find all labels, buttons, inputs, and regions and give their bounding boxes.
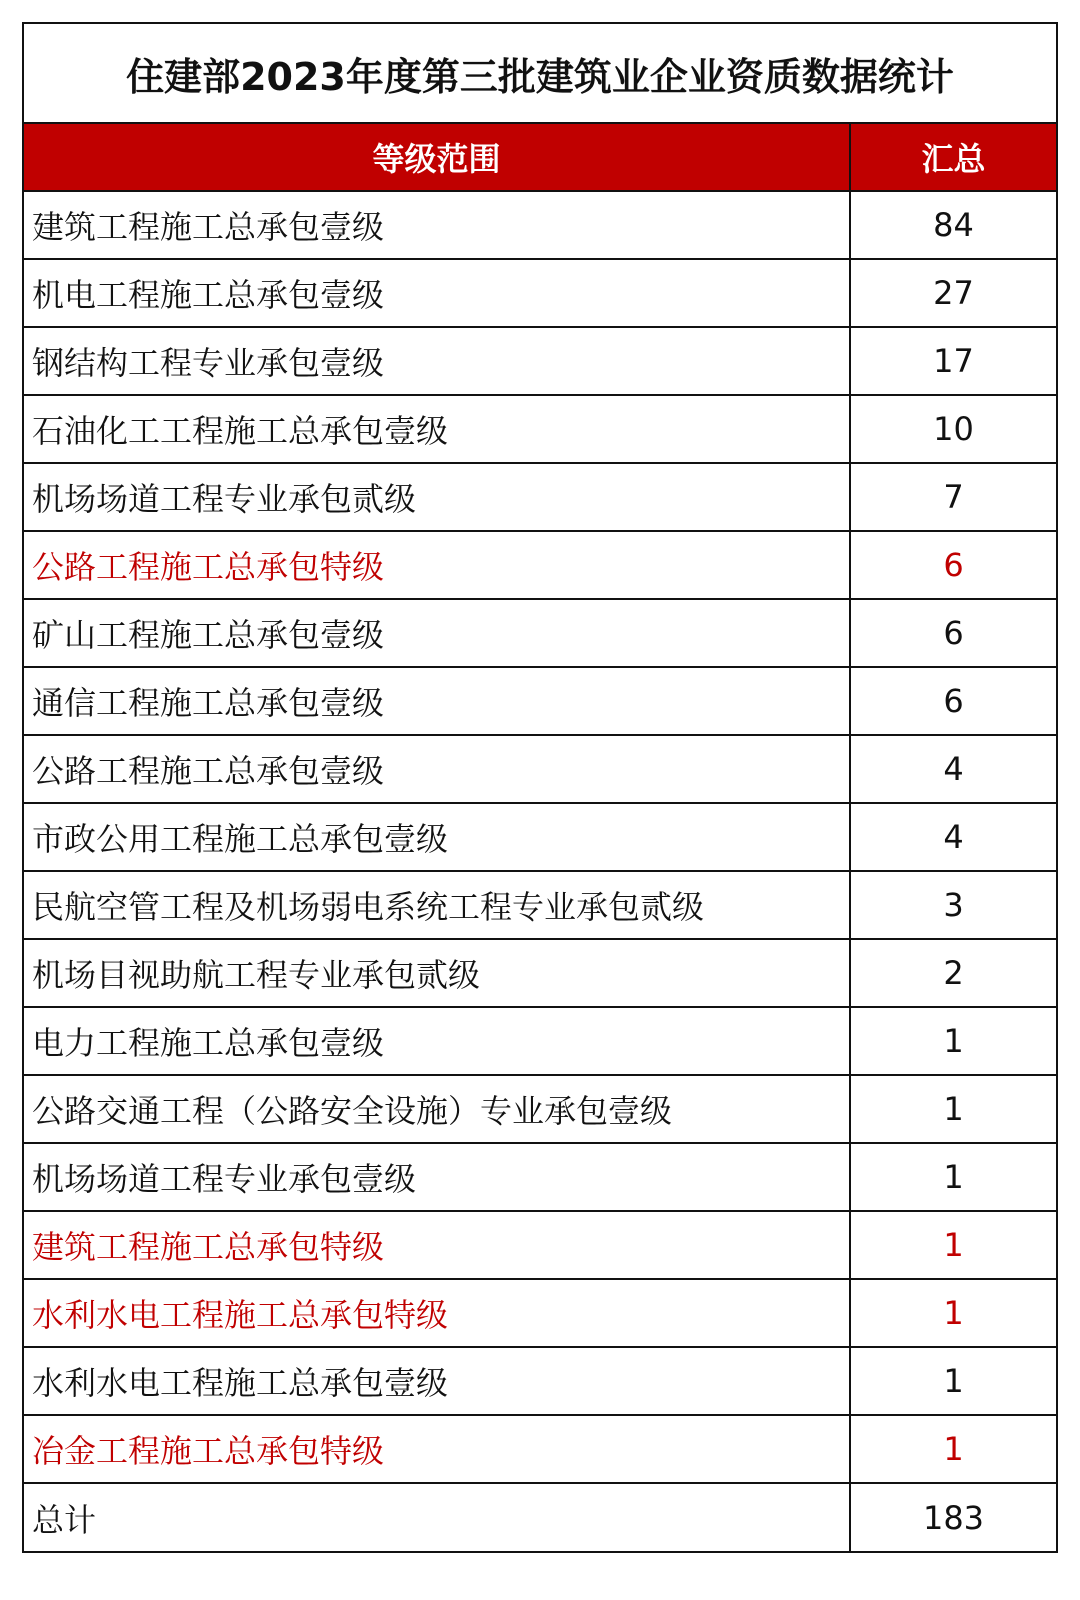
total-row bbox=[24, 1483, 1056, 1551]
table-row bbox=[24, 1143, 1056, 1211]
row-count: 1 bbox=[850, 1143, 1056, 1211]
row-level-name: 钢结构工程专业承包壹级 bbox=[24, 327, 850, 395]
row-level-name: 机场目视助航工程专业承包贰级 bbox=[24, 939, 850, 1007]
row-level-name: 民航空管工程及机场弱电系统工程专业承包贰级 bbox=[24, 871, 850, 939]
table-row bbox=[24, 939, 1056, 1007]
table-row bbox=[24, 1347, 1056, 1415]
row-level-name: 建筑工程施工总承包特级 bbox=[24, 1211, 850, 1279]
table-header-row bbox=[24, 124, 1056, 191]
row-count: 6 bbox=[850, 667, 1056, 735]
row-level-name: 机场场道工程专业承包壹级 bbox=[24, 1143, 850, 1211]
row-level-name: 公路工程施工总承包特级 bbox=[24, 531, 850, 599]
row-level-name: 机场场道工程专业承包贰级 bbox=[24, 463, 850, 531]
table-row bbox=[24, 1279, 1056, 1347]
row-count: 6 bbox=[850, 599, 1056, 667]
row-level-name: 电力工程施工总承包壹级 bbox=[24, 1007, 850, 1075]
table-row bbox=[24, 395, 1056, 463]
row-count: 1 bbox=[850, 1211, 1056, 1279]
row-count: 4 bbox=[850, 735, 1056, 803]
row-count: 1 bbox=[850, 1075, 1056, 1143]
table-row bbox=[24, 803, 1056, 871]
table-row bbox=[24, 259, 1056, 327]
row-count: 10 bbox=[850, 395, 1056, 463]
row-count: 17 bbox=[850, 327, 1056, 395]
table-row bbox=[24, 871, 1056, 939]
row-count: 1 bbox=[850, 1347, 1056, 1415]
column-header-level-range: 等级范围 bbox=[24, 124, 850, 191]
table-row bbox=[24, 191, 1056, 259]
table-row bbox=[24, 599, 1056, 667]
row-level-name: 市政公用工程施工总承包壹级 bbox=[24, 803, 850, 871]
row-level-name: 水利水电工程施工总承包壹级 bbox=[24, 1347, 850, 1415]
table-row bbox=[24, 667, 1056, 735]
row-count: 7 bbox=[850, 463, 1056, 531]
total-value: 183 bbox=[922, 1498, 985, 1537]
row-level-name: 公路工程施工总承包壹级 bbox=[24, 735, 850, 803]
row-count: 3 bbox=[850, 871, 1056, 939]
table-title: 住建部2023年度第三批建筑业企业资质数据统计 bbox=[24, 24, 1056, 124]
row-count: 27 bbox=[850, 259, 1056, 327]
row-level-name: 通信工程施工总承包壹级 bbox=[24, 667, 850, 735]
qualification-table bbox=[24, 124, 1056, 1551]
row-count: 2 bbox=[850, 939, 1056, 1007]
table-row bbox=[24, 1211, 1056, 1279]
statistics-table-sheet bbox=[22, 22, 1058, 1553]
table-row bbox=[24, 1007, 1056, 1075]
row-level-name: 机电工程施工总承包壹级 bbox=[24, 259, 850, 327]
row-count: 84 bbox=[850, 191, 1056, 259]
total-label: 总计 bbox=[24, 1483, 850, 1551]
row-count: 1 bbox=[850, 1279, 1056, 1347]
table-body bbox=[24, 191, 1056, 1551]
row-count: 1 bbox=[850, 1007, 1056, 1075]
table-row bbox=[24, 327, 1056, 395]
row-count: 1 bbox=[850, 1415, 1056, 1483]
row-level-name: 石油化工工程施工总承包壹级 bbox=[24, 395, 850, 463]
row-count: 6 bbox=[850, 531, 1056, 599]
row-count: 4 bbox=[850, 803, 1056, 871]
column-header-total: 汇总 bbox=[850, 124, 1056, 191]
row-level-name: 冶金工程施工总承包特级 bbox=[24, 1415, 850, 1483]
table-row bbox=[24, 463, 1056, 531]
row-level-name: 建筑工程施工总承包壹级 bbox=[24, 191, 850, 259]
table-row bbox=[24, 531, 1056, 599]
table-row bbox=[24, 1075, 1056, 1143]
row-level-name: 公路交通工程（公路安全设施）专业承包壹级 bbox=[24, 1075, 850, 1143]
table-row bbox=[24, 735, 1056, 803]
row-level-name: 水利水电工程施工总承包特级 bbox=[24, 1279, 850, 1347]
table-row bbox=[24, 1415, 1056, 1483]
row-level-name: 矿山工程施工总承包壹级 bbox=[24, 599, 850, 667]
